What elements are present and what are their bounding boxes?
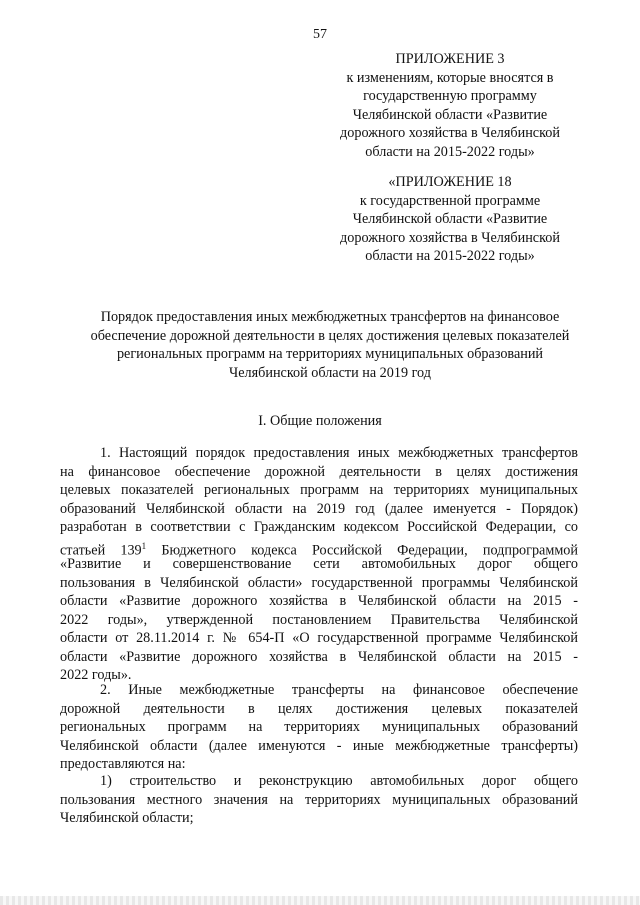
- appendix-18-line: области на 2015-2022 годы»: [365, 248, 535, 265]
- paragraph-line-rest: Бюджетного кодекса Российской Федерации, подпрограммой: [146, 542, 578, 559]
- appendix-3-line: области на 2015-2022 годы»: [365, 143, 535, 160]
- appendix-3-line: государственную программу: [363, 88, 537, 105]
- appendix-3-line: к изменениям, которые вносятся в: [346, 69, 554, 86]
- appendix-18-header: [300, 173, 600, 266]
- paragraph-line: «Развитие и совершенствование сети автомобильных дорог общего: [60, 556, 578, 572]
- appendix-18-line: к государственной программе: [359, 192, 541, 209]
- section-heading: I. Общие положения: [258, 413, 382, 429]
- appendix-18-line: Челябинской области «Развитие: [352, 211, 548, 228]
- paragraph-line: области «Развитие дорожного хозяйства в Челябинской области на 2015 -: [60, 648, 578, 665]
- scan-edge: [0, 896, 640, 905]
- appendix-3-header: [300, 50, 600, 162]
- appendix-3-line: Челябинской области «Развитие: [352, 106, 548, 123]
- paragraph-line: 2022 годы».: [60, 667, 132, 683]
- document-title-line: Порядок предоставления иных межбюджетных трансфертов на финансовое: [100, 309, 560, 325]
- appendix-18-line: «ПРИЛОЖЕНИЕ 18: [388, 174, 512, 190]
- paragraph-line: 1. Настоящий порядок предоставления иных межбюджетных трансфертов: [100, 445, 578, 461]
- document-title: [50, 308, 610, 382]
- paragraph-line: пользования местного значения на территориях муниципальных образований: [60, 791, 578, 808]
- paragraph-line: образований Челябинской области на 2019 год (далее именуется - Порядок): [60, 500, 578, 517]
- paragraph-line: пользования в Челябинской области» государственной программы Челябинской: [60, 574, 578, 591]
- paragraph-line: дорожной деятельности в целях достижения целевых показателей: [60, 700, 578, 717]
- appendix-3-line: дорожного хозяйства в Челябинской: [340, 125, 560, 142]
- paragraph-line: целевых показателей региональных программ на территориях муниципальных: [60, 482, 578, 498]
- document-title-line: Челябинской области на 2019 год: [229, 364, 431, 381]
- paragraph-line: Челябинской области;: [60, 810, 194, 826]
- document-title-line: обеспечение дорожной деятельности в целях достижения целевых показателей: [90, 327, 570, 344]
- page-number: 57: [313, 27, 327, 42]
- paragraph-line-with-footnote: [60, 537, 578, 559]
- paragraph-line: Челябинской области (далее именуются - иные межбюджетные трансферты): [60, 737, 578, 754]
- article-superscript: 1: [141, 540, 147, 551]
- appendix-3-line: ПРИЛОЖЕНИЕ 3: [395, 51, 505, 67]
- appendix-18-line: дорожного хозяйства в Челябинской: [340, 229, 560, 246]
- paragraph-3: [60, 772, 578, 828]
- paragraph-line: предоставляются на:: [60, 756, 186, 772]
- paragraph-1: [60, 444, 578, 685]
- paragraph-2: [60, 681, 578, 774]
- paragraph-line: 2022 годы», утвержденной постановлением Правительства Челябинской: [60, 611, 578, 628]
- paragraph-line: области «Развитие дорожного хозяйства в Челябинской области на 2015 -: [60, 593, 578, 609]
- paragraph-line: на финансовое обеспечение дорожной деятельности в целях достижения: [60, 463, 578, 480]
- paragraph-line: области от 28.11.2014 г. № 654-П «О государственной программе Челябинской: [60, 630, 578, 646]
- paragraph-line: региональных программ на территориях муниципальных образований: [60, 719, 578, 735]
- document-title-line: региональных программ на территориях муниципальных образований: [116, 346, 544, 363]
- paragraph-line-start: статьей 139: [60, 542, 142, 559]
- paragraph-line: 2. Иные межбюджетные трансферты на финансовое обеспечение: [100, 682, 578, 698]
- paragraph-line: 1) строительство и реконструкцию автомобильных дорог общего: [100, 773, 578, 789]
- paragraph-line: разработан в соответствии с Гражданским кодексом Российской Федерации, со: [60, 519, 578, 535]
